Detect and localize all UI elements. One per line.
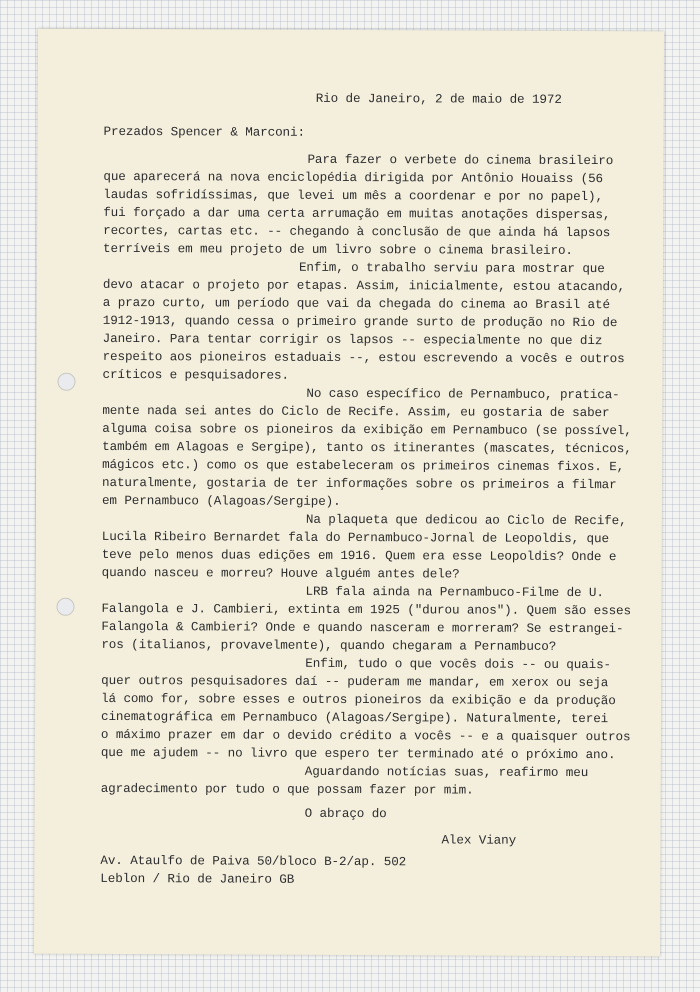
body-line: o máximo prazer em dar o devido crédito a vocês -- e a quaisquer outros (100, 727, 631, 745)
letter-sheet (34, 29, 664, 957)
letter-date: Rio de Janeiro, 2 de maio de 1972 (315, 91, 562, 107)
body-line: Aguardando notícias suas, reafirmo meu (304, 764, 589, 781)
body-line: Enfim, tudo o que vocês dois -- ou quais- (305, 656, 612, 673)
body-line: Na plaqueta que dedicou ao Ciclo de Recife, (305, 512, 627, 529)
body-line: que me ajudem -- no livro que espero ter terminado até o próximo ano. (100, 745, 616, 763)
body-line: lá como for, sobre esses e outros pioneiros da exibição e da produção (101, 691, 616, 709)
body-line: alguma coisa sobre os pioneiros da exibição em Pernambuco (se possível, (102, 421, 632, 439)
body-line: Janeiro. Para tentar corrigir os lapsos -- especialmente no que diz (102, 331, 603, 349)
body-line: mágicos etc.) como os que estabeleceram os primeiros cinemas fixos. E, (102, 457, 625, 475)
letter-text (38, 29, 664, 887)
body-line: Lucila Ribeiro Bernardet fala do Pernambuco-Jornal de Leopoldis, que (101, 529, 609, 547)
body-line: Para fazer o verbete do cinema brasileiro (307, 152, 614, 169)
body-line: LRB fala ainda na Pernambuco-Filme de U. (305, 584, 604, 601)
address-line: Av. Ataulfo de Paiva 50/bloco B-2/ap. 502 (100, 853, 407, 870)
body-line: Falangola & Cambieri? Onde e quando nasceram e morreram? Se estrangei- (101, 619, 624, 637)
closing: O abraço do (304, 806, 387, 822)
punch-hole (57, 373, 75, 391)
body-line: a prazo curto, um período que vai da chegada do cinema ao Brasil até (102, 295, 610, 313)
body-line: devo atacar o projeto por etapas. Assim, inicialmente, estou atacando, (102, 277, 625, 295)
body-line: agradecimento por tudo o que possam fazer por mim. (100, 781, 474, 798)
body-line: ros (italianos, provavelmente), quando chegaram a Pernambuco? (101, 637, 557, 654)
body-line: naturalmente, gostaria de ter informações sobre os primeiros a filmar (102, 475, 617, 493)
salutation: Prezados Spencer & Marconi: (103, 124, 305, 140)
body-line: terríveis em meu projeto de um livro sobre o cinema brasileiro. (103, 241, 573, 258)
body-line: recortes, cartas etc. -- chegando à conclusão de que ainda há lapsos (103, 223, 611, 241)
body-line: em Pernambuco (Alagoas/Sergipe). (101, 493, 341, 509)
address-line: Leblon / Rio de Janeiro GB (100, 871, 295, 887)
body-line: Falangola e J. Cambieri, extinta em 1925 ("durou anos"). Quem são esses (101, 601, 631, 619)
body-line: 1912-1913, quando cessa o primeiro grande surto de produção no Rio de (102, 313, 618, 331)
body-line: também em Alagoas e Sergipe), tanto os itinerantes (mascates, técnicos, (102, 439, 632, 457)
punch-hole (56, 598, 74, 616)
signature: Alex Viany (441, 833, 517, 848)
body-line: No caso específico de Pernambuco, pratica- (306, 386, 620, 403)
body-line: que aparecerá na nova enciclopédia dirigida por Antônio Houaiss (56 (103, 169, 604, 187)
body-line: respeito aos pioneiros estaduais --, estou escrevendo a vocês e outros (102, 349, 625, 367)
body-line: quer outros pesquisadores daí -- puderam me mandar, em xerox ou seja (101, 673, 609, 691)
body-line: quando nasceu e morreu? Houve alguém antes dele? (101, 565, 460, 582)
body-line: cinematográfica em Pernambuco (Alagoas/Sergipe). Naturalmente, terei (100, 709, 609, 727)
body-line: fui forçado a dar uma certa arrumação em muitas anotações dispersas, (103, 205, 611, 223)
body-line: críticos e pesquisadores. (102, 367, 289, 383)
body-line: laudas sofridíssimas, que levei um mês a coordenar e por no papel), (103, 187, 603, 205)
body-line: Enfim, o trabalho serviu para mostrar que (298, 260, 605, 277)
body-line: mente nada sei antes do Ciclo de Recife. Assim, eu gostaria de saber (102, 403, 610, 421)
body-line: teve pelo menos duas edições em 1916. Quem era esse Leopoldis? Onde e (101, 547, 617, 565)
